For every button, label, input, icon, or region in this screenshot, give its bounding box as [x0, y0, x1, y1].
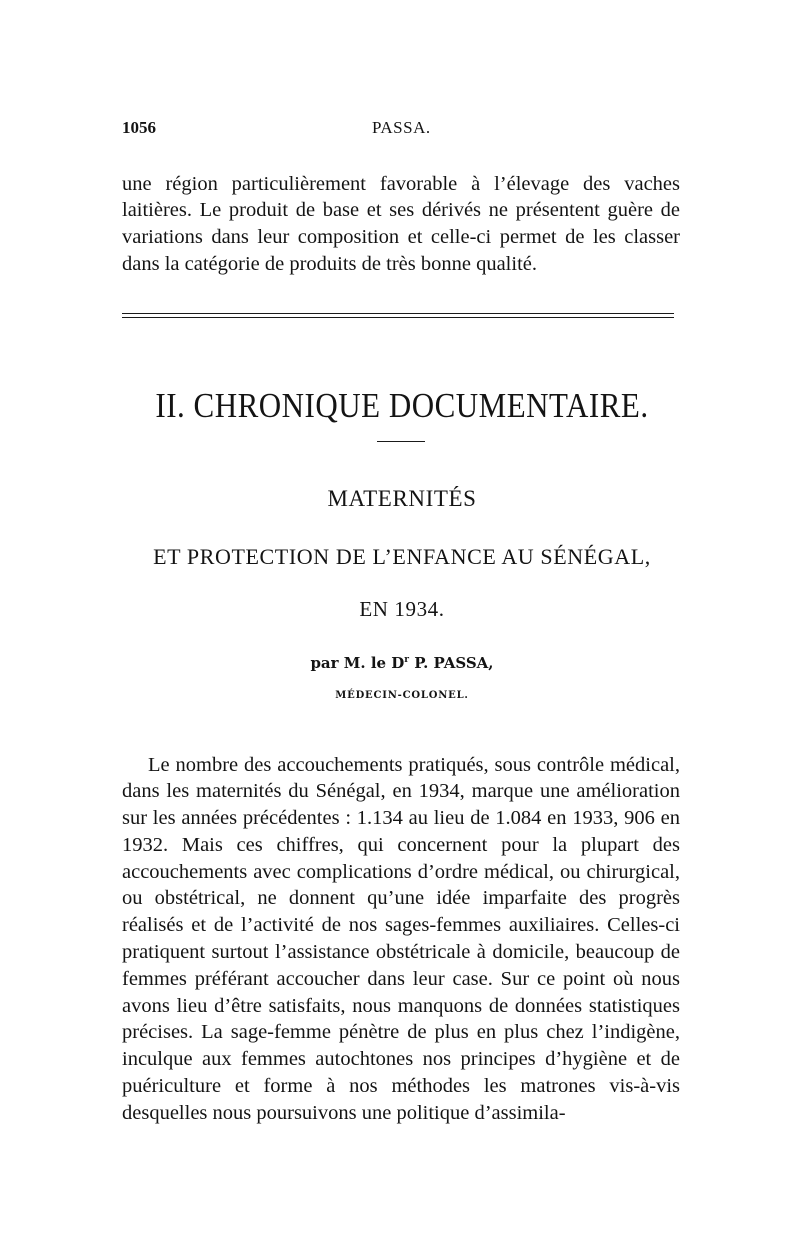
article-title-line-3: EN 1934.	[359, 597, 445, 621]
page-header	[122, 118, 680, 142]
page-number: 1056	[122, 118, 156, 137]
article-title-line-2: ET PROTECTION DE L’ENFANCE AU SÉNÉGAL,	[153, 544, 651, 569]
running-head: PASSA.	[372, 118, 431, 137]
byline	[122, 654, 682, 672]
author-title: MÉDECIN-COLONEL.	[335, 690, 469, 701]
byline-superscript: r	[404, 655, 410, 665]
body-paragraph: Le nombre des accouchements pratiqués, sous contrôle médical, dans les maternités du Sénégal, en 1934, marque une amélioration sur les années précédentes : 1.134 au lieu de 1.084 en 1933, 906 en 1932. Mais ces chiffres, qui concernent pour la plupart des accouchements avec complications d’ordre médical, ou chirurgical, ou obstétrical, ne donnent qu’une idée imparfaite des progrès réalisés et de l’activité de nos sages-femmes auxiliaires. Celles-ci pratiquent surtout l’assistance obstétricale à domicile, beaucoup de femmes préférant accoucher dans leur case. Sur ce point où nous avons lieu d’être satisfaits, nous manquons de données statistiques précises. La sage-femme pénètre de plus en plus chez l’indigène, inculque aux femmes autochtones nos principes d’hygiène et de puériculture et forme à nos méthodes les matrones vis-à-vis desquelles nous poursuivons une politique d’assimila-	[122, 753, 680, 1124]
section-title: II. CHRONIQUE DOCUMENTAIRE.	[155, 385, 649, 426]
section-divider	[122, 313, 674, 318]
article-title-line-1: MATERNITÉS	[327, 486, 477, 511]
author-name: P. PASSA,	[409, 654, 494, 672]
byline-prefix: par M. le D	[310, 654, 405, 672]
intro-paragraph: une région particulièrement favorable à l’élevage des vaches laitières. Le produit de base et ses dérivés ne présentent guère de variations dans leur composition et celle-ci permet de les classer dans la catégorie de produits de très bonne qualité.	[122, 172, 680, 275]
title-divider	[377, 441, 425, 442]
